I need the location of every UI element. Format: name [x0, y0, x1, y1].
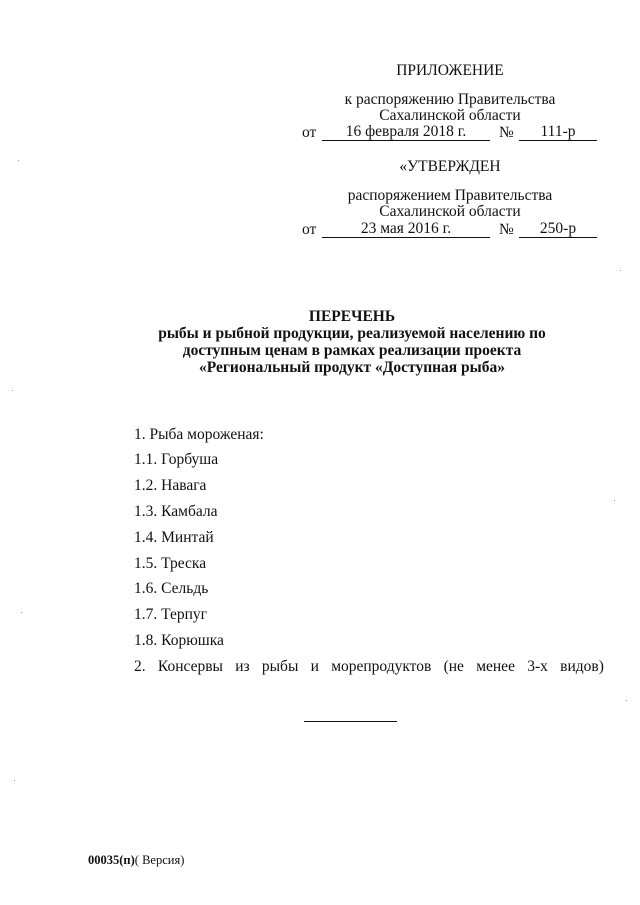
list-item: 1.1. Горбуша [134, 451, 219, 468]
document-subtitle-line-2: доступным ценам в рамках реализации проекта [182, 342, 522, 359]
document-subtitle-line-1: рыбы и рыбной продукции, реализуемой населению по [158, 325, 546, 342]
approved-line-2: Сахалинской области [379, 203, 521, 220]
scan-speck [12, 390, 13, 391]
scan-speck [626, 700, 627, 701]
appendix-date: 16 февраля 2018 г. [322, 124, 490, 141]
section-2-word: видов) [560, 658, 604, 675]
list-item: 1.7. Терпуг [134, 606, 208, 623]
approved-number: 250-р [519, 221, 597, 238]
section-2-word: и [310, 658, 319, 675]
scan-speck [14, 780, 15, 781]
scan-speck [18, 160, 19, 161]
document-code: 00035(п) [88, 853, 135, 867]
document-subtitle-line-3: «Региональный продукт «Доступная рыба» [198, 359, 506, 376]
list-item: 1.2. Навага [134, 477, 207, 494]
footer-version [88, 853, 184, 868]
list-item: 1.3. Камбала [134, 503, 218, 520]
version-label: ( Версия) [134, 853, 185, 867]
list-section-1: 1. Рыба мороженая: [134, 426, 264, 443]
section-2-word: (не [443, 658, 464, 675]
approved-line-1: распоряжением Правительства [347, 187, 553, 204]
scan-speck [620, 270, 621, 271]
approved-date: 23 мая 2016 г. [322, 221, 490, 238]
section-2-word: Консервы [157, 658, 223, 675]
list-item: 1.6. Сельдь [134, 580, 209, 597]
appendix-line-1: к распоряжению Правительства [344, 91, 556, 108]
appendix-number: 111-р [519, 124, 597, 141]
approved-from-label: от [302, 221, 317, 238]
scan-speck [614, 500, 615, 501]
appendix-title: ПРИЛОЖЕНИЕ [396, 62, 504, 79]
list-item: 1.8. Корюшка [134, 632, 224, 649]
approved-title: «УТВЕРЖДЕН [399, 158, 501, 175]
section-2-word: менее [476, 658, 515, 675]
scan-speck [21, 612, 22, 613]
section-2-word: 3-х [527, 658, 548, 675]
separator-line [304, 721, 397, 722]
appendix-number-label: № [499, 124, 514, 141]
section-2-word: рыбы [261, 658, 299, 675]
section-2-word: 2. [134, 658, 146, 675]
list-item: 1.5. Треска [134, 555, 207, 572]
section-2-word: морепродуктов [331, 658, 432, 675]
list-item: 1.4. Минтай [134, 529, 214, 546]
appendix-line-2: Сахалинской области [379, 107, 521, 124]
section-2-word: из [235, 658, 250, 675]
list-section-2 [134, 658, 604, 676]
appendix-from-label: от [302, 124, 317, 141]
approved-number-label: № [499, 221, 514, 238]
document-heading: ПЕРЕЧЕНЬ [308, 308, 396, 325]
